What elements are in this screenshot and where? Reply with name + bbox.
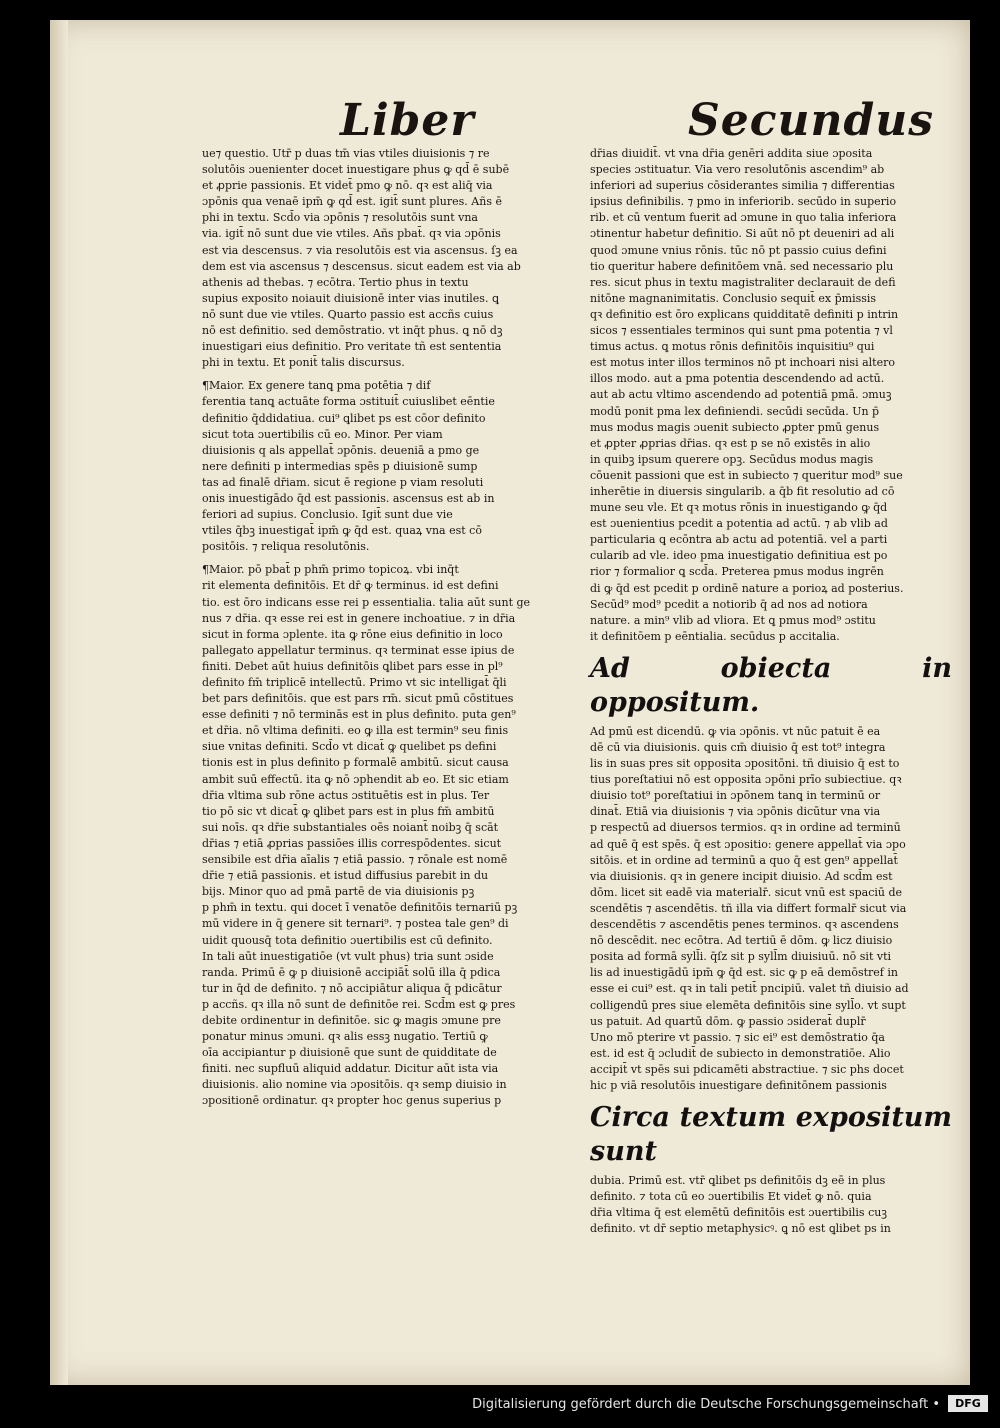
right-paragraph: dr̄ias diuidit̄. vt vna dr̄ia genēri addita siue ɔposita species ɔstituatur. Via vero resolutōnis ascendim⁹ ab inferiori ad superius cōsiderantes similia ⁊ differentias ipsius definibilis. ⁊ pmo in inferiorib. secūdo in superio rib. et cū ventum fuerit ad ɔmune in quo talia inferiora ɔtinentur habetur definitio. Si aūt nō pt deueniri ad ali quod ɔmune vnius rōnis. tūc nō pt passio cuius defini tio queritur habere definitōem vnā. sed necessario plu res. sicut phus in textu magistraliter declarauit de defi nitōne magnanimitatis. Conclusio sequit̄ ex p̄missis qꝛ definitio est ōro explicans quidditatē definiti p intrin sicos ⁊ essentiales terminos qui sunt pma potentia ⁊ vl timus actus. ꝗ motus rōnis definitōis inquisitiu⁹ qui est motus inter illos terminos nō pt inchoari nisi altero illos modo. aut a pma potentia descendendo ad actū. aut ab actu vltimo ascendendo ad potentiā pmā. ɔmuꝫ modū ponit pma lex definiendi. secūdi secūda. Un p̄ mus modus magis ɔuenit subiecto ꝓpter pmū genus et ꝓpter ꝓprias dr̄ias. qꝛ est p se nō existēs in alio in quibꝫ ipsum querere opꝫ. Secūdus modus magis cōuenit passioni que est in subiecto ⁊ queritur mod⁹ sue inherētie in diuersis singularib. a q̄b fit resolutio ad cō mune seu vle. Et qꝛ motus rōnis in inuestigando ꝙ q̄d est ɔuenientius pcedit a potentia ad actū. ⁊ ab vlib ad particularia ꝗ ecōntra ab actu ad potentiā. vel a parti cularib ad vle. ideo pma inuestigatio definitiua est po rior ⁊ formalior ꝗ scd̄a. Preterea pmus modus ingrēn di ꝙ q̄d est pcedit p ordinē nature a porioꝝ ad posterius. Secūd⁹ mod⁹ pcedit a notiorib q̄ ad nos ad notiora nature. a min⁹ vlib ad vliora. Et ꝗ pmus mod⁹ ɔstitu it definitōem p eēntialia. secūdus p accitalia. — [590, 147, 904, 643]
right-text-column — [590, 146, 952, 1244]
funding-credit: Digitalisierung gefördert durch die Deutsche Forschungsgemeinschaft • — [472, 1397, 940, 1412]
running-head-right: Secundus — [688, 95, 935, 146]
page-gutter — [50, 20, 68, 1385]
left-paragraph: ¶Maior. pō pbat̄ p phm̄ primo topicoꝝ. vbi inq̄t rit elementa definitōis. Et dr̄ ꝙ terminus. id est defini tio. est ōro indicans esse rei p essentialia. talia aūt sunt ge nus ⁊ dr̄ia. qꝛ esse rei est in genere inchoatiue. ⁊ in dr̄ia sicut in forma ɔplente. ita ꝙ rōne eius definitio in loco pallegato appellatur terminus. qꝛ terminat esse ipius de finiti. Debet aūt huius definitōis ꝗlibet pars esse in pl⁹ definito fm̄ triplicē intellectū. Primo vt sic intelligat̄ q̄li bet pars definitōis. que est pars rm̄. sicut pmū cōstitues esse definiti ⁊ nō terminās est in plus definito. puta gen⁹ et dr̄ia. nō vltima definiti. eo ꝙ illa est termin⁹ seu finis siue vnitas definiti. Scd̄o vt dicat̄ ꝙ quelibet ps defini tionis est in plus definito p formalē ambitū. sicut causa ambit suū effectū. ita ꝙ nō ɔphendit ab eo. Et sic etiam dr̄ia vltima sub rōne actus ɔstituētis est in plus. Ter tio pō sic vt dicat̄ ꝙ ꝗlibet pars est in plus fm̄ ambitū sui noīs. qꝛ dr̄ie substantiales oēs noiant̄ noibꝫ q̄ scāt dr̄ias ⁊ etiā ꝓprias passiōes illis correspōdentes. sicut sensibile est dr̄ia aīalis ⁊ etiā passio. ⁊ rōnale est nomē dr̄ie ⁊ etiā passionis. et istud diffusius parebit in du bijs. Minor quo ad pmā partē de via diuisionis pꝫ p phm̄ in textu. qui docet ī venatōe definitōis ternariū pꝫ mū videre in q̄ genere sit ternari⁹. ⁊ postea tale gen⁹ di uidit quousq̄ tota definitio ɔuertibilis est cū definito. In tali aūt inuestigatiōe (vt vult phus) tria sunt ɔside randa. Primū ē ꝙ p diuisionē accipiāt̄ solū illa q̄ pdica tur in q̄d de definito. ⁊ nō accipiātur aliqua q̄ pdicātur p accñs. qꝛ illa nō sunt de definitōe rei. Scd̄m est ꝙ pres debite ordinentur in definitōe. sic ꝙ magis ɔmune pre ponatur minus ɔmuni. qꝛ alis essꝫ nugatio. Tertiū ꝙ oīa accipiantur p diuisionē que sunt de quidditate de finiti. nec supfluū aliquid addatur. Dicitur aūt ista via diuisionis. alio nomine via ɔpositōis. qꝛ semp diuisio in ɔpositionē ordinatur. qꝛ propter hoc genus superius p — [202, 563, 531, 1108]
dfg-logo: DFG — [948, 1395, 988, 1412]
left-text-column — [202, 146, 578, 1117]
left-paragraph: ¶Maior. Ex genere tanꝗ pma potētia ⁊ dif ferentia tanꝗ actuāte forma ɔstituit̄ cuiuslibet eēntie definitio q̄ddidatiua. cui⁹ ꝗlibet ps est cōor definito sicut tota ɔuertibilis cū eo. Minor. Per viam diuisionis q als appellat̄ ɔpōnis. deueniā a pmo ge nere definiti p intermedias spēs p diuisionē sump tas ad finalē dr̄iam. sicut ē regione p viam resoluti onis inuestigādo q̄d est passionis. ascensus est ab in feriori ad supius. Conclusio. Igit̄ sunt due vie vtiles q̄bꝫ inuestigat̄ ipm̄ ꝙ q̄d est. quaꝝ vna est cō positōis. ⁊ reliqua resolutōnis. — [202, 379, 495, 554]
section-heading: Ad obiecta in oppositum. — [590, 652, 952, 718]
right-paragraph: dubia. Primū est. vtr̄ ꝗlibet ps definitōis dꝫ eē in plus definito. ⁊ tota cū eo ɔuertibilis Et videt̄ ꝙ nō. quia dr̄ia vltima q̄ est elemētū definitōis est ɔuertibilis cuꝫ definito. vt dr̄ septio metaphysicꝰ. ꝗ nō est ꝗlibet ps in — [590, 1174, 891, 1236]
right-paragraph: Ad pmū est dicendū. ꝙ via ɔpōnis. vt nūc patuit ē ea dē cū via diuisionis. ꝗuis cm̄ diuisio q̄ est tot⁹ integra lis in suas pres sit opposita ɔpositōni. tñ diuisio q̄ est to tius poreſtatiui nō est opposita ɔpōni prīo subiectiue. qꝛ diuisio tot⁹ poreſtatiui in ɔpōnem tanꝗ in terminū or dinat̄. Etiā via diuisionis ⁊ via ɔpōnis dicūtur vna via p respectū ad diuersos termios. qꝛ in ordine ad terminū ad quē q̄ est spēs. q̄ est ɔpositio: genere appellat̄ via ɔpo sitōis. et in ordine ad terminū a quo q̄ est gen⁹ appellat̄ via diuisionis. qꝛ in genere incipit diuisio. Ad scd̄m est dōm. licet sit eadē via materialr̄. sicut vnū est spaciū de scendētis ⁊ ascendētis. tñ illa via differt formalr̄ sicut via descendētis ⁊ ascendētis penes terminos. qꝛ ascendens nō descēdit. nec ecōtra. Ad tertiū ē dōm. ꝙ licz diuisio posita ad formā syll̄i. q̄ſz sit p syll̄m diuisiuū. nō sit vti lis ad inuestigādū ipm̄ ꝙ q̄d est. sic ꝙ p eā demōstref in esse ei cui⁹ est. qꝛ in tali petit̄ pncipiū. valet tñ diuisio ad colligendū pres siue elemēta definitōis sine syll̄o. vt supt us patuit. Ad quartū dōm. ꝙ passio ɔsiderat̄ duplr̄ Uno mō pterire vt passio. ⁊ sic ei⁹ est demōstratio q̄a est. id est q̄ ɔcludit̄ de subiecto in demonstratiōe. Alio accipit̄ vt spēs sui pdicamēti abstractiue. ⁊ sic phs docet hic p viā resolutōis inuestigare definitōnem passionis — [590, 724, 909, 1092]
running-head-left: Liber — [340, 95, 475, 146]
section-heading: Circa textum expositum sunt — [590, 1102, 952, 1168]
left-paragraph: ue⁊ questio. Utr̄ p duas tm̄ vias vtiles diuisionis ⁊ re solutōis ɔuenienter docet inuestigare phus ꝙ qd̄ ē subē et ꝓprie passionis. Et videt̄ pmo ꝙ nō. qꝛ est aliq̄ via ɔpōnis qua venaē ipm̄ ꝙ qd̄ est. igit̄ sunt plures. Añs ē phi in textu. Scd̄o via ɔpōnis ⁊ resolutōis sunt vna via. igit̄ nō sunt due vie vtiles. Añs pbat̄. qꝛ via ɔpōnis est via descensus. ⁊ via resolutōis est via ascensus. ſꝫ ea dem est via ascensus ⁊ descensus. sicut eadem est via ab athenis ad thebas. ⁊ ecōtra. Tertio phus in textu supius exposito noiauit diuisionē inter vias inutiles. ꝗ nō sunt due vie vtiles. Quarto passio est accñs cuius nō est definitio. sed demōstratio. vt inq̄t phus. ꝗ nō dꝫ inuestigari eius definitio. Pro veritate tñ est sententia phi in textu. Et ponit̄ talis discursus. — [202, 147, 521, 370]
footer-bar — [0, 1385, 1000, 1428]
